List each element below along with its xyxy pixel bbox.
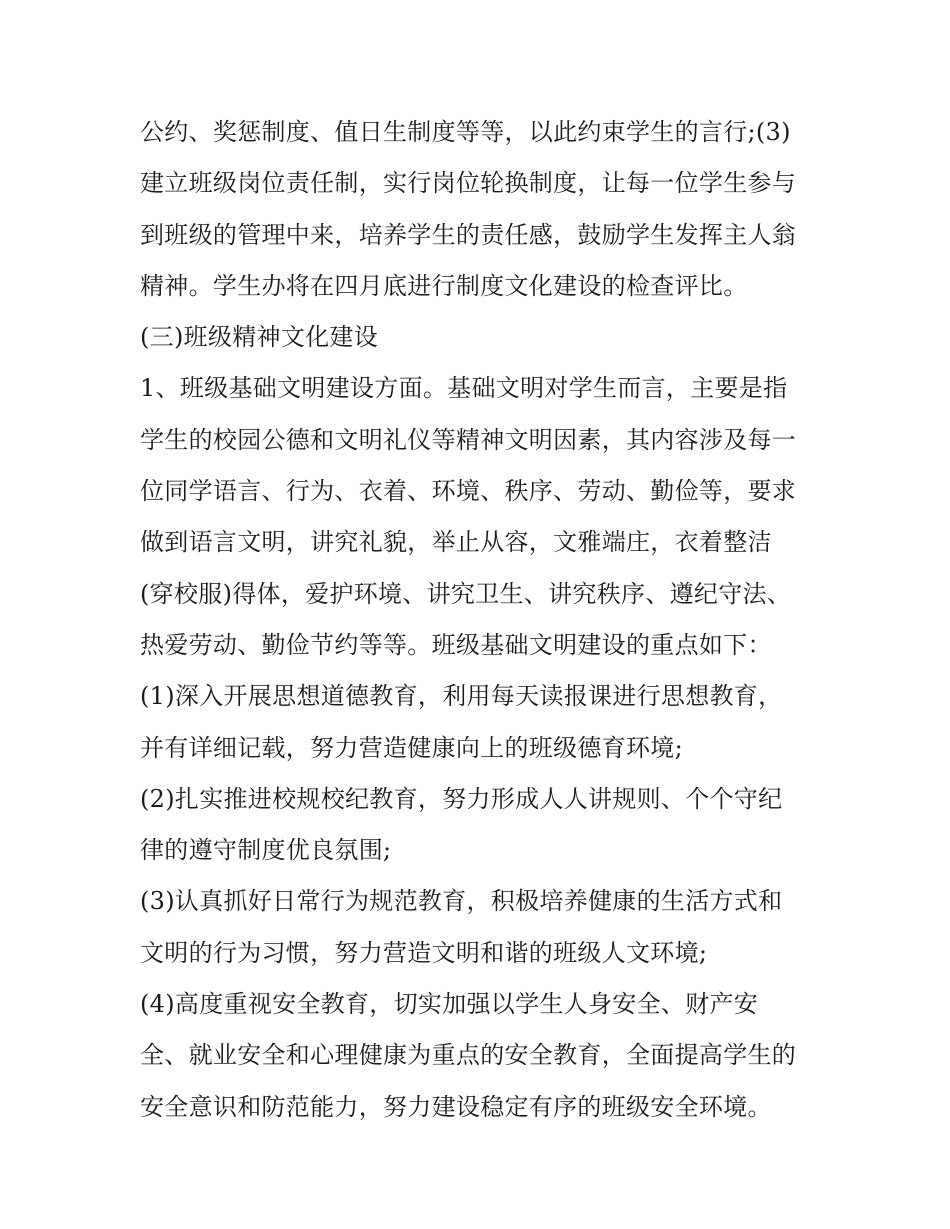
text-line: 做到语言文明，讲究礼貌，举止从容，文雅端庄，衣着整洁	[140, 528, 772, 557]
text-line: 到班级的管理中来，培养学生的责任感，鼓励学生发挥主人翁	[140, 220, 797, 249]
text-line: 文明的行为习惯，努力营造文明和谐的班级人文环境;	[140, 938, 708, 967]
text-line: 热爱劳动、勤俭节约等等。班级基础文明建设的重点如下：	[140, 630, 772, 659]
text-line: 位同学语言、行为、衣着、环境、秩序、劳动、勤俭等，要求	[140, 477, 797, 506]
list-item-2: (2)扎实推进校规校纪教育，努力形成人人讲规则、个个守纪	[140, 784, 783, 813]
text-line: 学生的校园公德和文明礼仪等精神文明因素，其内容涉及每一	[140, 425, 797, 454]
list-item-3: (3)认真抓好日常行为规范教育，积极培养健康的生活方式和	[140, 887, 783, 916]
text-line: 并有详细记载，努力营造健康向上的班级德育环境;	[140, 733, 683, 762]
list-item-4: (4)高度重视安全教育，切实加强以学生人身安全、财产安	[140, 990, 759, 1019]
text-line: 精神。学生办将在四月底进行制度文化建设的检查评比。	[140, 271, 748, 300]
text-line: 1、班级基础文明建设方面。基础文明对学生而言，主要是指	[140, 374, 788, 403]
document-body	[140, 107, 820, 1133]
list-item-1: (1)深入开展思想道德教育，利用每天读报课进行思想教育，	[140, 682, 783, 711]
text-line: 安全意识和防范能力，努力建设稳定有序的班级安全环境。	[140, 1092, 772, 1121]
text-line: 全、就业安全和心理健康为重点的安全教育，全面提高学生的	[140, 1041, 797, 1070]
text-line: 建立班级岗位责任制，实行岗位轮换制度，让每一位学生参与	[140, 169, 797, 198]
text-line: (穿校服)得体，爱护环境、讲究卫生、讲究秩序、遵纪守法、	[140, 579, 792, 608]
section-heading: (三)班级精神文化建设	[140, 323, 379, 352]
text-line: 律的遵守制度优良氛围;	[140, 836, 392, 865]
text-line: 公约、奖惩制度、值日生制度等等，以此约束学生的言行;(3)	[140, 118, 791, 146]
